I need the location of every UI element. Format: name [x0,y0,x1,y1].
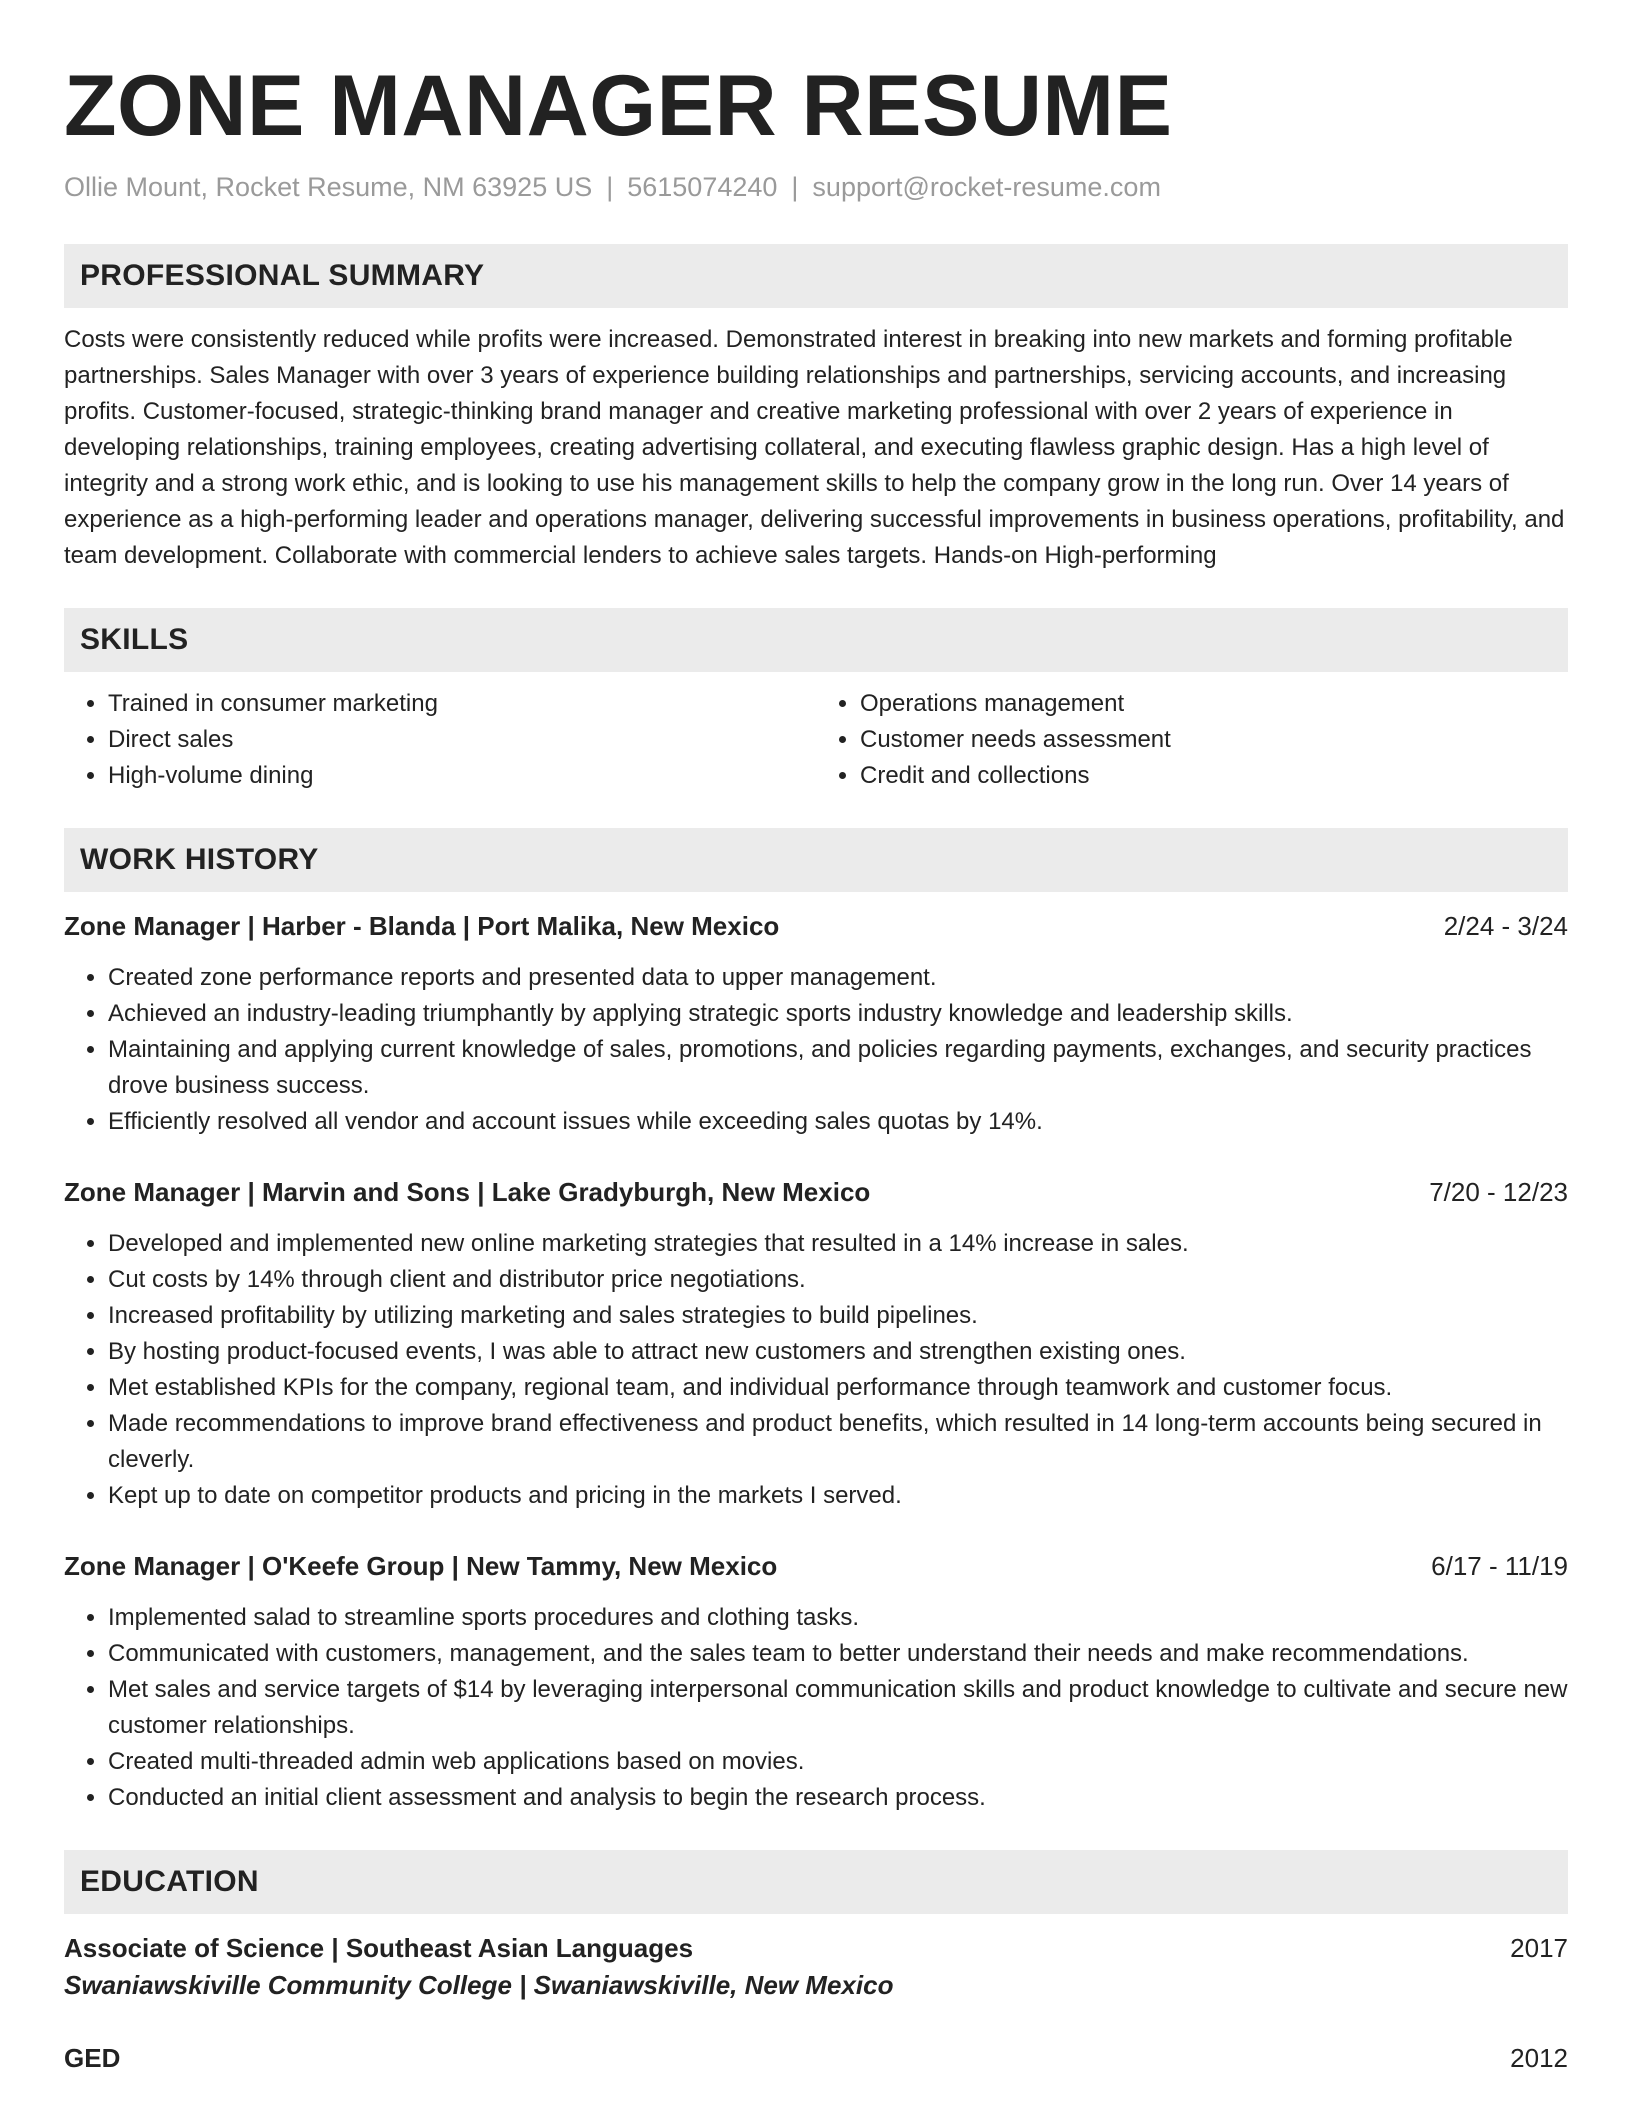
skills-column-left [64,686,816,794]
contact-separator: | [791,172,799,202]
skill-item: • Trained in consumer marketing [108,686,816,722]
education-degree: Associate of Science | Southeast Asian Languages [64,1933,694,1963]
resume-title: ZONE MANAGER RESUME [64,58,1173,154]
job-bullet: • Conducted an initial client assessment and analysis to begin the research process. [108,1780,1568,1816]
job-bullet: • Communicated with customers, management, and the sales team to better understand their needs and make recommendations. [108,1636,1568,1672]
job-entry [64,1174,1568,1514]
contact-separator: | [606,172,614,202]
job-bullet: • Developed and implemented new online marketing strategies that resulted in a 14% increase in sales. [108,1226,1568,1262]
skills-list [64,686,1568,794]
job-bullet: • Maintaining and applying current knowledge of sales, promotions, and policies regarding payments, exchanges, and security practices drove business success. [108,1032,1568,1104]
job-bullets [64,960,1568,1140]
work-history-heading: WORK HISTORY [64,828,1568,892]
job-bullet: • By hosting product-focused events, I was able to attract new customers and strengthen existing ones. [108,1334,1568,1370]
contact-email: support@rocket-resume.com [812,172,1161,202]
job-bullet: • Efficiently resolved all vendor and account issues while exceeding sales quotas by 14%. [108,1104,1568,1140]
job-bullet: • Increased profitability by utilizing marketing and sales strategies to build pipelines. [108,1298,1568,1334]
skill-item: • Customer needs assessment [860,722,1568,758]
job-bullet: • Met established KPIs for the company, regional team, and individual performance through teamwork and customer focus. [108,1370,1568,1406]
summary-text: Costs were consistently reduced while profits were increased. Demonstrated interest in breaking into new markets and forming profitable partnerships. Sales Manager with over 3 years of experience building relationships and partnerships, servicing accounts, and increasing profits. Customer-focused, strategic-thinking brand manager and creative marketing professional with over 2 years of experience in developing relationships, training employees, creating advertising collateral, and executing flawless graphic design. Has a high level of integrity and a strong work ethic, and is looking to use his management skills to help the company grow in the long run. Over 14 years of experience as a high-performing leader and operations manager, delivering successful improvements in business operations, profitability, and team development. Collaborate with commercial lenders to achieve sales targets. Hands-on High-performing [64,326,1565,569]
contact-address: Ollie Mount, Rocket Resume, NM 63925 US [64,172,593,202]
job-entry [64,908,1568,1140]
job-bullet: • Kept up to date on competitor products and pricing in the markets I served. [108,1478,1568,1514]
job-bullet: • Made recommendations to improve brand effectiveness and product benefits, which resulted in 14 long-term accounts being secured in cleverly. [108,1406,1568,1478]
education-year: 2017 [1510,1933,1568,1963]
education-entry [64,1930,1568,2004]
job-bullet: • Met sales and service targets of $14 by leveraging interpersonal communication skills and product knowledge to cultivate and secure new customer relationships. [108,1672,1568,1744]
job-entry [64,1548,1568,1816]
skill-item: • Direct sales [108,722,816,758]
skills-column-right [816,686,1568,794]
job-bullet: • Created zone performance reports and presented data to upper management. [108,960,1568,996]
job-bullet: • Implemented salad to streamline sports procedures and clothing tasks. [108,1600,1568,1636]
job-dates: 2/24 - 3/24 [1443,911,1568,941]
skill-item: • High-volume dining [108,758,816,794]
job-bullets [64,1226,1568,1514]
job-bullet: • Achieved an industry-leading triumphantly by applying strategic sports industry knowledge and leadership skills. [108,996,1568,1032]
skill-item: • Credit and collections [860,758,1568,794]
education-year: 2012 [1510,2043,1568,2073]
education-school: Swaniawskiville Community College | Swaniawskiville, New Mexico [64,1970,894,2000]
skill-item: • Operations management [860,686,1568,722]
job-bullets [64,1600,1568,1816]
contact-phone: 5615074240 [627,172,778,202]
job-dates: 7/20 - 12/23 [1429,1177,1568,1207]
job-dates: 6/17 - 11/19 [1431,1551,1568,1581]
contact-line [64,170,1568,204]
summary-heading: PROFESSIONAL SUMMARY [64,244,1568,308]
skills-heading: SKILLS [64,608,1568,672]
job-title: Zone Manager | O'Keefe Group | New Tammy, New Mexico [64,1551,778,1581]
education-entry [64,2040,1568,2076]
job-title: Zone Manager | Harber - Blanda | Port Malika, New Mexico [64,911,780,941]
education-degree: GED [64,2043,121,2073]
education-heading: EDUCATION [64,1850,1568,1914]
job-title: Zone Manager | Marvin and Sons | Lake Gradyburgh, New Mexico [64,1177,871,1207]
job-bullet: • Created multi-threaded admin web applications based on movies. [108,1744,1568,1780]
job-bullet: • Cut costs by 14% through client and distributor price negotiations. [108,1262,1568,1298]
